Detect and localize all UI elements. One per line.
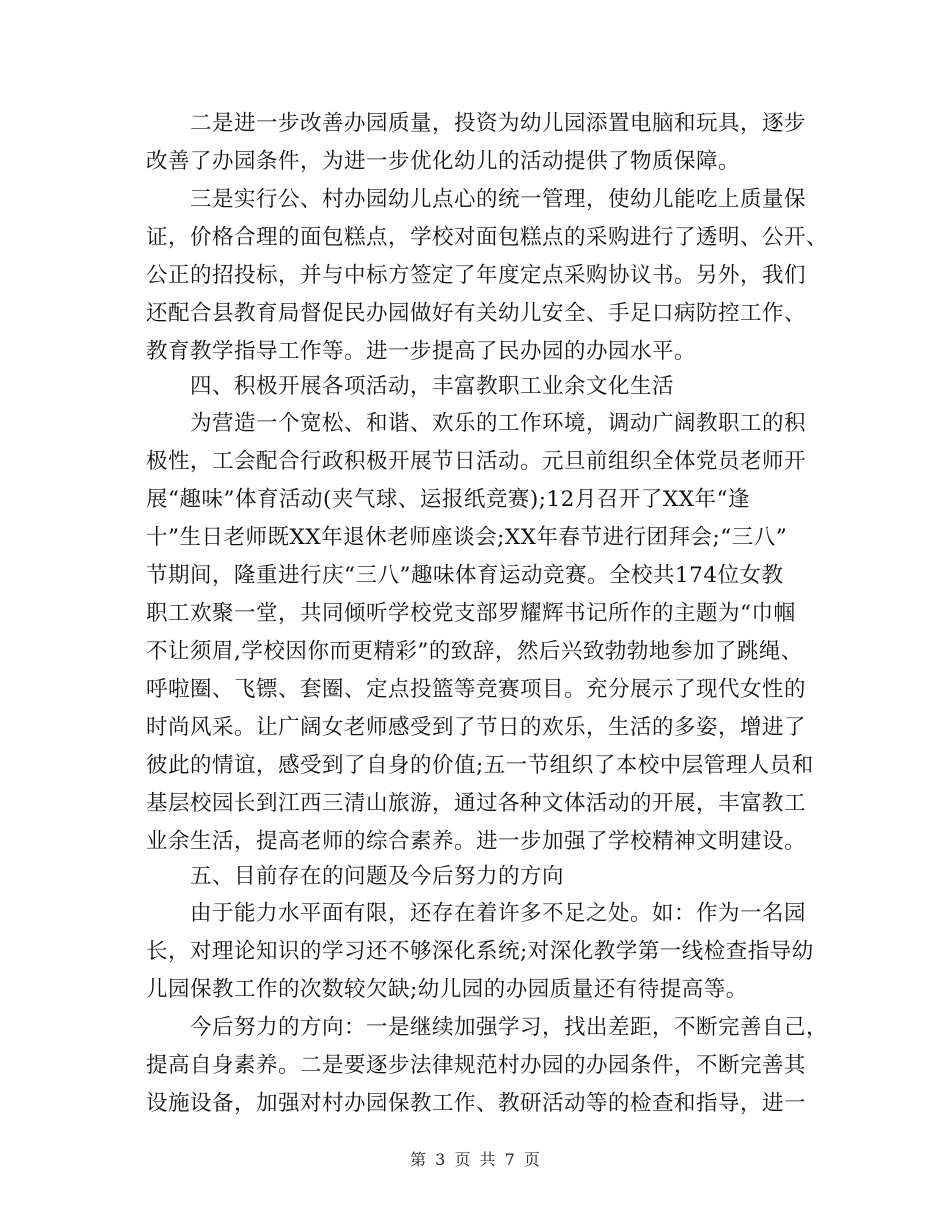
paragraph-line: 基层校园长到江西三清山旅游，通过各种文体活动的开展，丰富教工 bbox=[146, 791, 807, 816]
paragraph-line: 二是进一步改善办园质量，投资为幼儿园添置电脑和玩具，逐步 bbox=[190, 111, 807, 136]
paragraph-line: 极性，工会配合行政积极开展节日活动。元旦前组织全体党员老师开 bbox=[146, 449, 807, 474]
paragraph-line: 提高自身素养。二是要逐步法律规范村办园的办园条件，不断完善其 bbox=[146, 1053, 807, 1078]
paragraph-line: 由于能力水平面有限，还存在着许多不足之处。如：作为一名园 bbox=[190, 901, 807, 926]
paragraph-line: 儿园保教工作的次数较欠缺;幼儿园的办园质量还有待提高等。 bbox=[146, 977, 748, 1002]
paragraph-line: 节期间，隆重进行庆“三八”趣味体育运动竞赛。全校共174位女教 bbox=[146, 563, 784, 588]
paragraph-line: 公正的招投标，并与中标方签定了年度定点采购协议书。另外，我们 bbox=[146, 263, 807, 288]
paragraph-line: 证，价格合理的面包糕点，学校对面包糕点的采购进行了透明、公开、 bbox=[146, 225, 829, 250]
paragraph-line: 长，对理论知识的学习还不够深化系统;对深化教学第一线检查指导幼 bbox=[146, 939, 814, 964]
paragraph-line: 今后努力的方向：一是继续加强学习，找出差距，不断完善自己， bbox=[190, 1015, 829, 1040]
section-heading: 四、积极开展各项活动，丰富教职工业余文化生活 bbox=[190, 374, 675, 399]
paragraph-line: 教育教学指导工作等。进一步提高了民办园的办园水平。 bbox=[146, 339, 697, 364]
paragraph-line: 十”生日老师既XX年退休老师座谈会;XX年春节进行团拜会;“三八” bbox=[146, 525, 788, 550]
paragraph-line: 三是实行公、村办园幼儿点心的统一管理，使幼儿能吃上质量保 bbox=[190, 187, 807, 212]
paragraph-line: 设施设备，加强对村办园保教工作、教研活动等的检查和指导，进一 bbox=[146, 1091, 807, 1116]
paragraph-line: 彼此的情谊，感受到了自身的价值;五一节组织了本校中层管理人员和 bbox=[146, 753, 814, 778]
paragraph-line: 展“趣味”体育活动(夹气球、运报纸竞赛);12月召开了XX年“逢 bbox=[146, 487, 750, 512]
paragraph-line: 改善了办园条件，为进一步优化幼儿的活动提供了物质保障。 bbox=[146, 149, 741, 174]
page-number-footer: 第 3 页 共 7 页 bbox=[410, 1150, 540, 1169]
paragraph-line: 为营造一个宽松、和谐、欢乐的工作环境，调动广阔教职工的积 bbox=[190, 411, 807, 436]
paragraph-line: 职工欢聚一堂，共同倾听学校党支部罗耀辉书记所作的主题为“巾帼 bbox=[146, 601, 796, 626]
paragraph-line: 不让须眉,学校因你而更精彩”的致辞，然后兴致勃勃地参加了跳绳、 bbox=[146, 639, 803, 664]
paragraph-line: 时尚风采。让广阔女老师感受到了节日的欢乐，生活的多姿，增进了 bbox=[146, 715, 807, 740]
paragraph-line: 业余生活，提高老师的综合素养。进一步加强了学校精神文明建设。 bbox=[146, 829, 807, 854]
paragraph-line: 呼啦圈、飞镖、套圈、定点投篮等竞赛项目。充分展示了现代女性的 bbox=[146, 677, 807, 702]
paragraph-line: 还配合县教育局督促民办园做好有关幼儿安全、手足口病防控工作、 bbox=[146, 301, 807, 326]
section-heading: 五、目前存在的问题及今后努力的方向 bbox=[190, 864, 565, 889]
